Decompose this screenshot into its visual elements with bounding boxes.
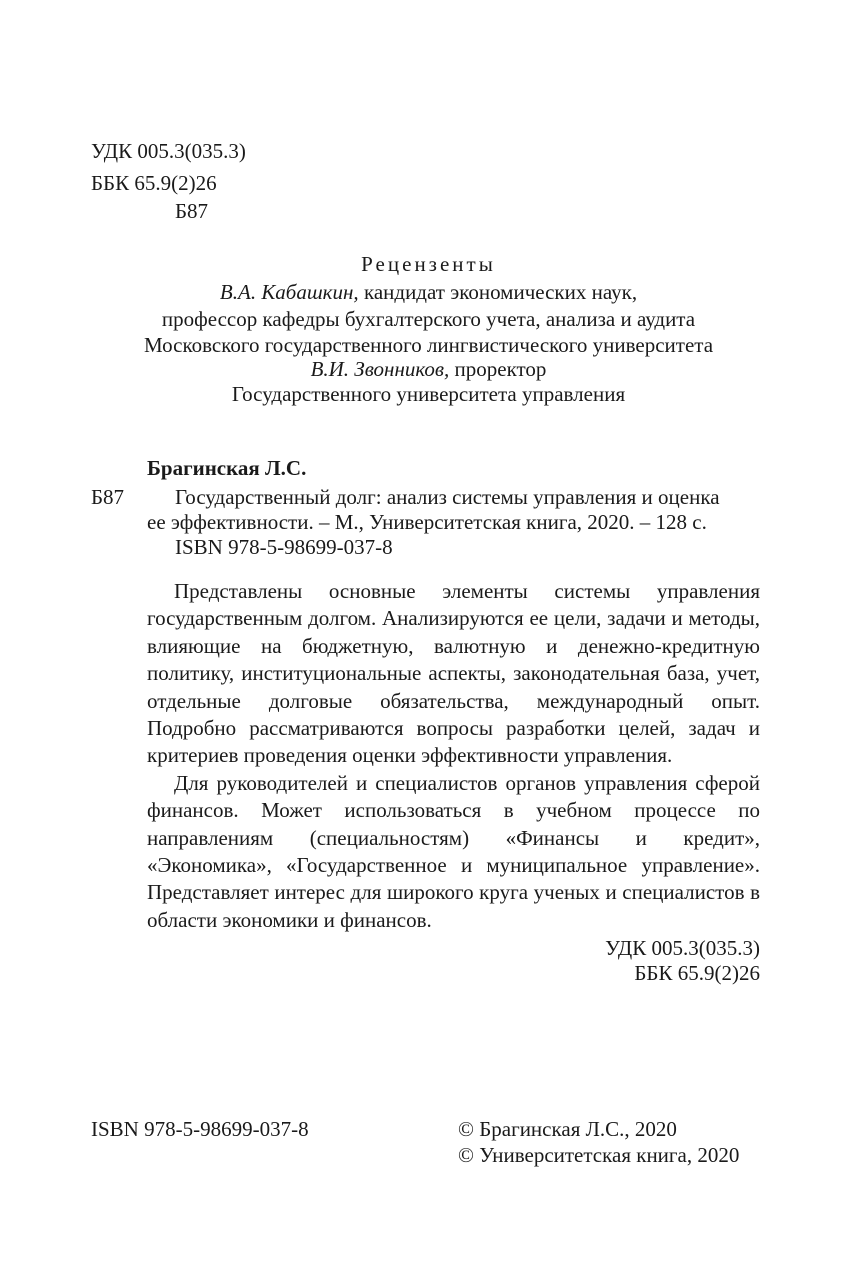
- reviewer-2-title: проректор: [454, 357, 547, 381]
- book-author-name: Брагинская Л.С.: [147, 456, 307, 480]
- book-mark: Б87: [91, 485, 125, 509]
- book-author: [147, 455, 306, 482]
- copyright-publisher: © Университетская книга, 2020: [458, 1143, 740, 1167]
- bbk-code-bottom: ББК 65.9(2)26: [634, 961, 760, 985]
- author-mark: Б87: [175, 199, 209, 223]
- udk-code-bottom: УДК 005.3(035.3): [605, 936, 760, 960]
- reviewer-2-line-2: Государственного университета управления: [231, 382, 626, 406]
- reviewer-2-name: В.И. Звонников,: [310, 357, 450, 381]
- reviewer-1-line-1: [0, 279, 857, 306]
- reviewer-1-line-2: профессор кафедры бухгалтерского учета, анализа и аудита: [161, 307, 696, 331]
- annotation-paragraph-2: Для руководителей и специалистов органов управления сферой финансов. Может использоваться в учебном процессе по направлениям (специальностям) «Финансы и кредит», «Экономика», «Государственное и муниципальное управление». Представляет интерес для широкого круга ученых и специалистов в области экономики и финансов.: [147, 770, 760, 932]
- reviewer-2-line-1: [0, 356, 857, 383]
- footer-isbn: ISBN 978-5-98699-037-8: [91, 1117, 309, 1141]
- annotation-paragraph-1: Представлены основные элементы системы управления государственным долгом. Анализируются ее цели, задачи и методы, влияющие на бюджетную, валютную и денежно-кредитную политику, институциональные аспекты, законодательная база, учет, отдельные долговые обязательства, международный опыт. Подробно рассматриваются вопросы разработки целей, задач и критериев проведения оценки эффективности управления.: [147, 579, 760, 768]
- reviewer-1-line-3: Московского государственного лингвистического университета: [143, 333, 714, 357]
- reviewer-1-name: В.А. Кабашкин,: [219, 280, 359, 304]
- copyright-author: © Брагинская Л.С., 2020: [458, 1117, 677, 1141]
- bbk-code: ББК 65.9(2)26: [91, 171, 217, 195]
- book-title-line-1: Государственный долг: анализ системы управления и оценка: [175, 485, 720, 509]
- book-title-line-2: ее эффективности. – М., Университетская книга, 2020. – 128 с.: [147, 510, 707, 534]
- udk-code: УДК 005.3(035.3): [91, 139, 246, 163]
- reviewers-heading: Рецензенты: [361, 252, 496, 276]
- annotation: [147, 578, 760, 934]
- reviewer-1-title: кандидат экономических наук,: [363, 280, 638, 304]
- book-isbn: ISBN 978-5-98699-037-8: [175, 535, 393, 559]
